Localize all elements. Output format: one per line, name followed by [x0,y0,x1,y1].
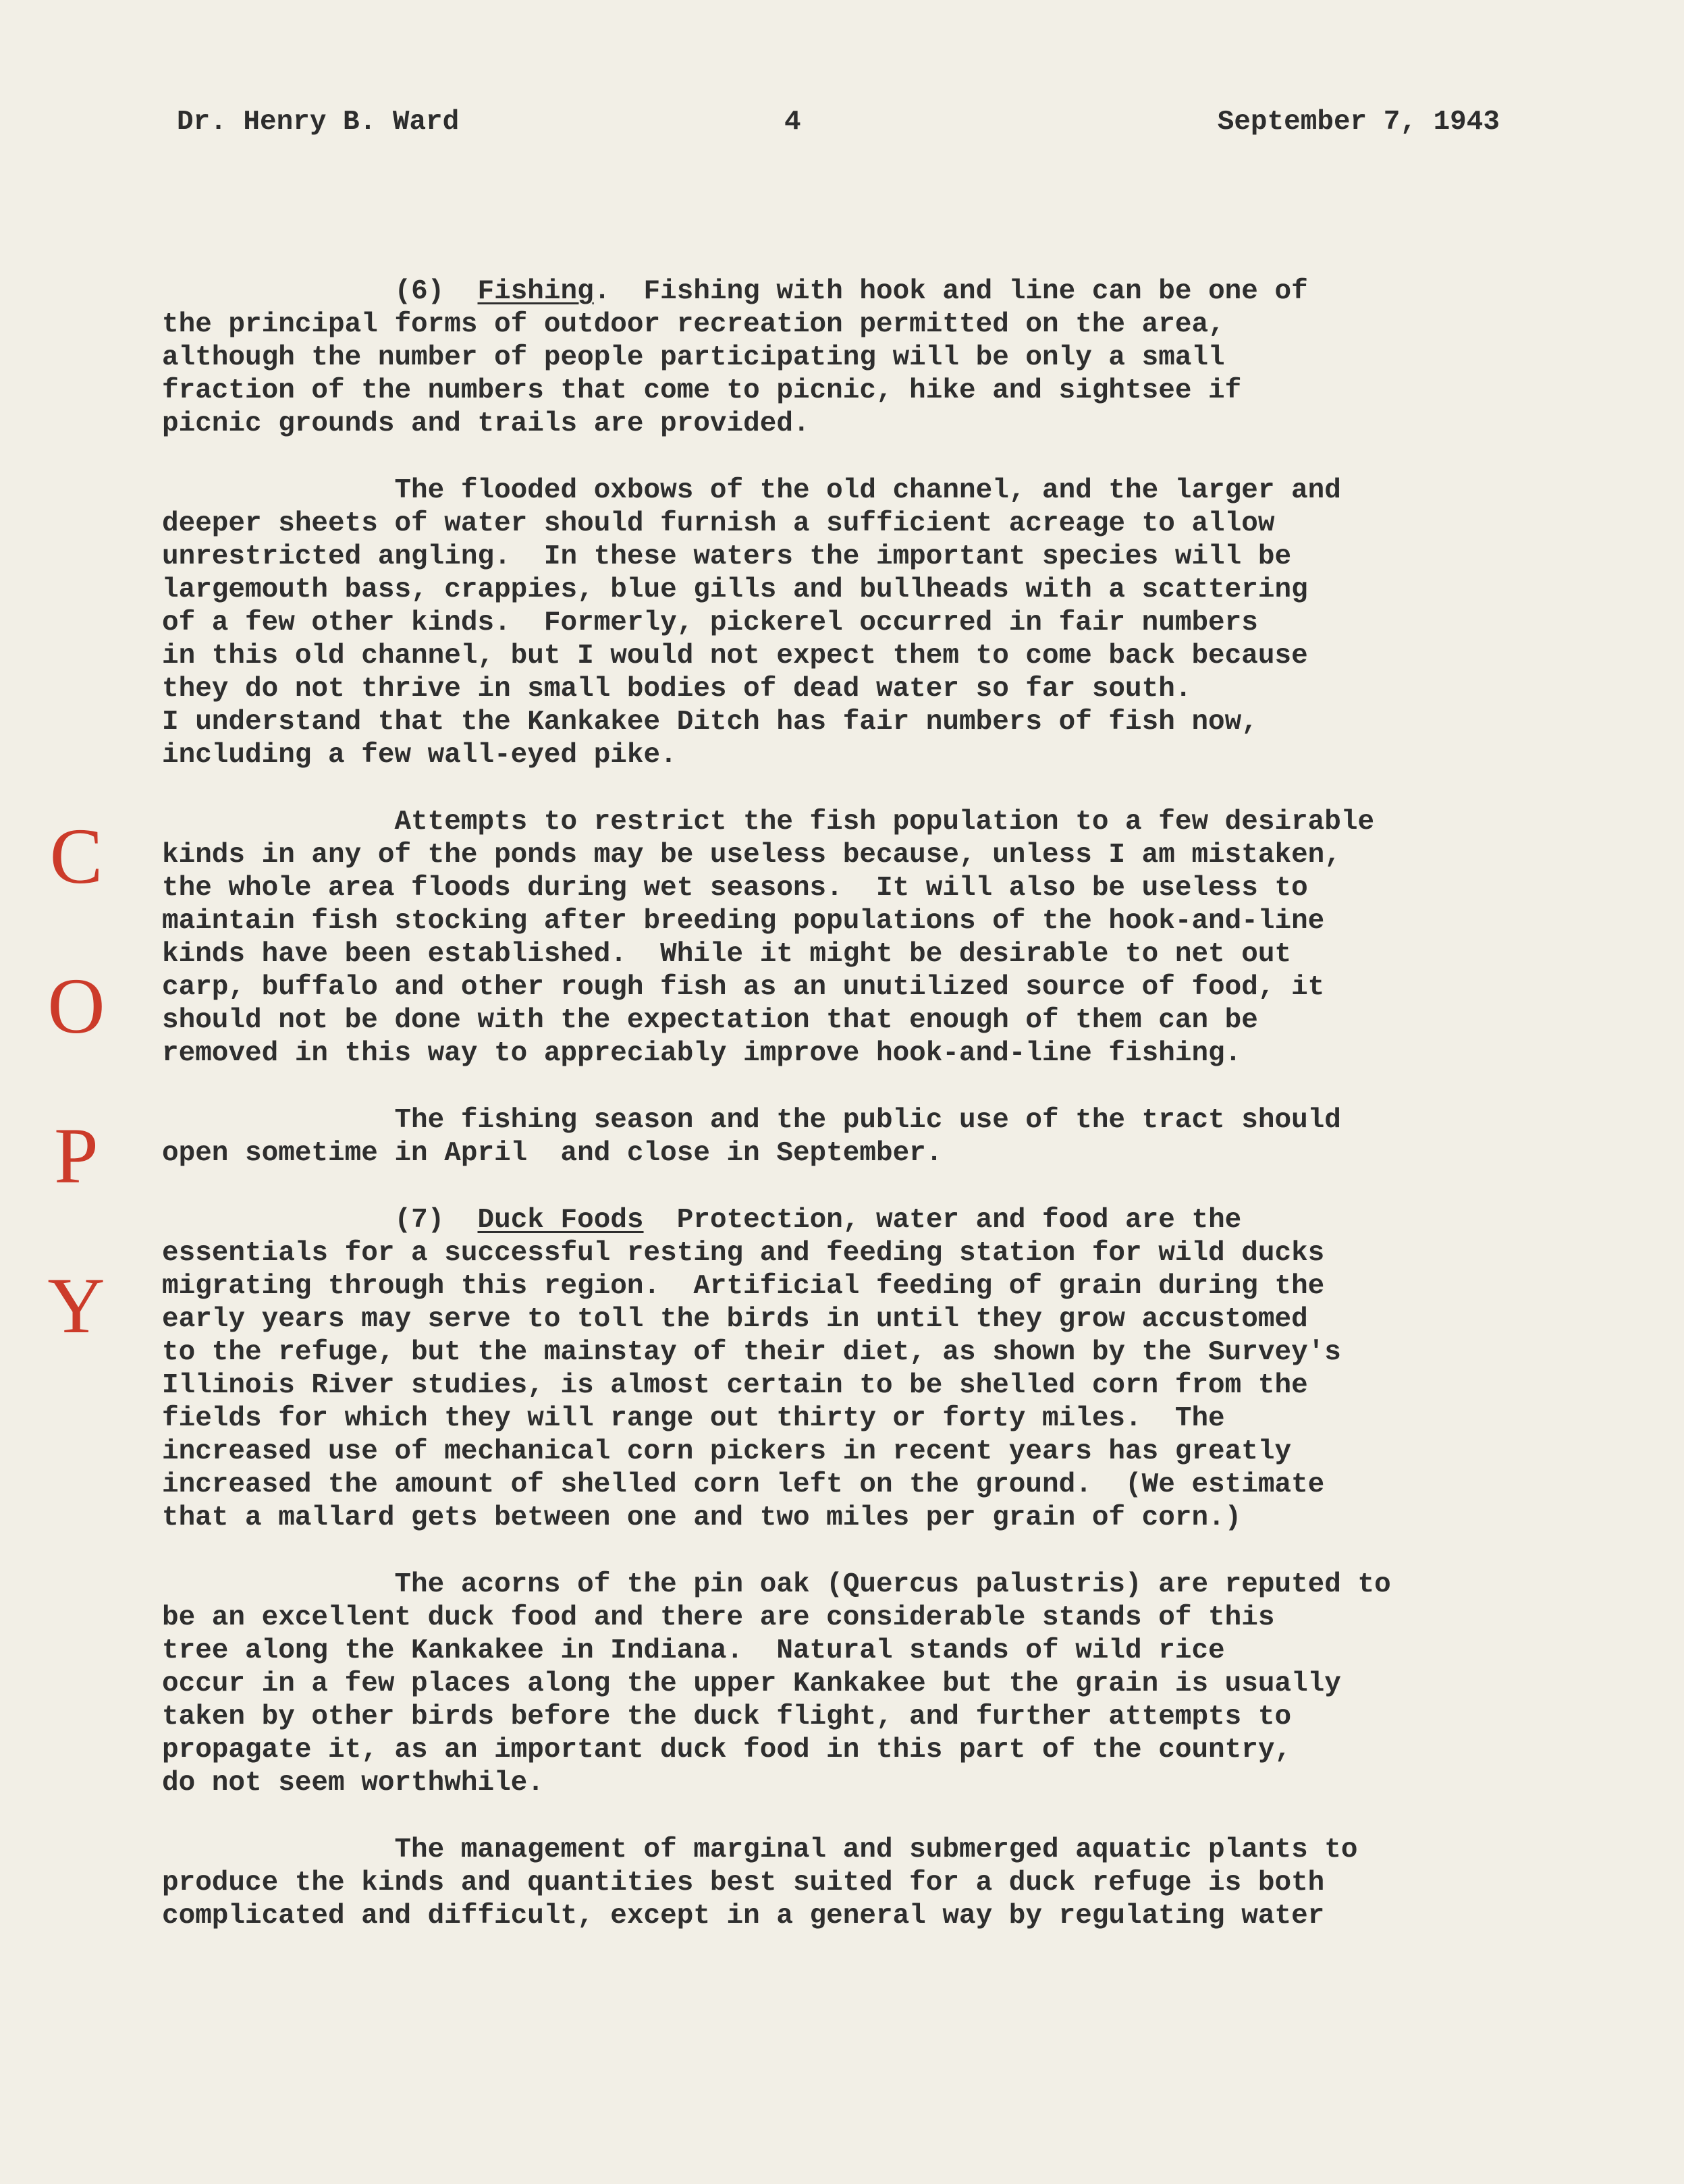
text-line: be an excellent duck food and there are considerable stands of this [162,1602,1275,1633]
text-line: the whole area floods during wet seasons. It will also be useless to [162,873,1308,904]
text-line: increased use of mechanical corn pickers in recent years has greatly [162,1436,1292,1467]
text-line: the principal forms of outdoor recreation permitted on the area, [162,309,1225,340]
section-heading: Fishing [477,276,594,307]
copy-stamp-letter: C [49,812,103,900]
page-header [177,107,1500,147]
body-paragraph [162,1204,1620,1535]
text-line: kinds have been established. While it might be desirable to net out [162,939,1292,970]
text-line [162,275,1620,308]
text-line: early years may serve to toll the birds in until they grow accustomed [162,1304,1308,1335]
text-line: they do not thrive in small bodies of dead water so far south. [162,674,1192,705]
text-line: migrating through this region. Artificial feeding of grain during the [162,1271,1325,1302]
body-paragraph [162,1568,1620,1800]
copy-stamp-letter: O [47,962,105,1050]
text-line: including a few wall-eyed pike. [162,740,677,771]
text-line: fields for which they will range out thirty or forty miles. The [162,1403,1225,1434]
body-paragraph [162,474,1620,772]
letter-body [162,275,1620,1967]
text-line: The management of marginal and submerged aquatic plants to [162,1834,1358,1865]
section-number: (7) [394,1205,445,1236]
line-indent [162,1205,394,1236]
text-line: largemouth bass, crappies, blue gills and bullheads with a scattering [162,574,1308,605]
text-line: Illinois River studies, is almost certain to be shelled corn from the [162,1370,1308,1401]
text-line: carp, buffalo and other rough fish as an unutilized source of food, it [162,972,1325,1003]
line-text: . Fishing with hook and line can be one of [593,276,1308,307]
text-line: The fishing season and the public use of the tract should [162,1105,1341,1136]
text-line: maintain fish stocking after breeding populations of the hook-and-line [162,906,1325,937]
text-line: although the number of people participating will be only a small [162,342,1225,373]
text-line: open sometime in April and close in September. [162,1138,943,1169]
body-paragraph [162,1834,1620,1933]
text-line: Attempts to restrict the fish population to a few desirable [162,807,1375,838]
body-paragraph [162,275,1620,441]
body-paragraph [162,1104,1620,1170]
line-text: Protection, water and food are the [643,1205,1242,1236]
text-line [162,1204,1620,1237]
text-line: increased the amount of shelled corn left on the ground. (We estimate [162,1469,1325,1500]
text-line: removed in this way to appreciably improve hook-and-line fishing. [162,1038,1242,1069]
section-number: (6) [394,276,445,307]
text-line: kinds in any of the ponds may be useless because, unless I am mistaken, [162,840,1341,871]
text-line: that a mallard gets between one and two miles per grain of corn.) [162,1502,1242,1533]
text-line: occur in a few places along the upper Kankakee but the grain is usually [162,1668,1341,1699]
text-line: do not seem worthwhile. [162,1768,544,1799]
text-line: complicated and difficult, except in a general way by regulating water [162,1901,1325,1932]
text-line: fraction of the numbers that come to picnic, hike and sightsee if [162,375,1242,406]
text-line: of a few other kinds. Formerly, pickerel occurred in fair numbers [162,607,1258,638]
text-line: picnic grounds and trails are provided. [162,408,810,439]
text-line: should not be done with the expectation that enough of them can be [162,1005,1258,1036]
copy-stamp-letter: Y [47,1261,105,1350]
header-recipient: Dr. Henry B. Ward [177,107,460,138]
text-line: to the refuge, but the mainstay of their diet, as shown by the Survey's [162,1337,1341,1368]
text-line: produce the kinds and quantities best suited for a duck refuge is both [162,1867,1325,1899]
copy-stamp-letter: P [54,1112,99,1200]
text-line: The acorns of the pin oak (Quercus palustris) are reputed to [162,1569,1391,1600]
section-heading: Duck Foods [477,1205,644,1236]
body-paragraph [162,806,1620,1070]
header-date: September 7, 1943 [1217,107,1500,138]
text-line: deeper sheets of water should furnish a sufficient acreage to allow [162,508,1275,539]
text-line: The flooded oxbows of the old channel, and the larger and [162,475,1341,506]
text-line: I understand that the Kankakee Ditch has fair numbers of fish now, [162,707,1258,738]
text-line: propagate it, as an important duck food in this part of the country, [162,1735,1292,1766]
text-line: tree along the Kankakee in Indiana. Natural stands of wild rice [162,1635,1225,1666]
text-line: taken by other birds before the duck flight, and further attempts to [162,1701,1292,1732]
text-line: in this old channel, but I would not expect them to come back because [162,640,1308,672]
header-page-number: 4 [784,107,801,138]
text-line: unrestricted angling. In these waters the important species will be [162,541,1292,572]
text-line: essentials for a successful resting and feeding station for wild ducks [162,1238,1325,1269]
line-indent [162,276,394,307]
